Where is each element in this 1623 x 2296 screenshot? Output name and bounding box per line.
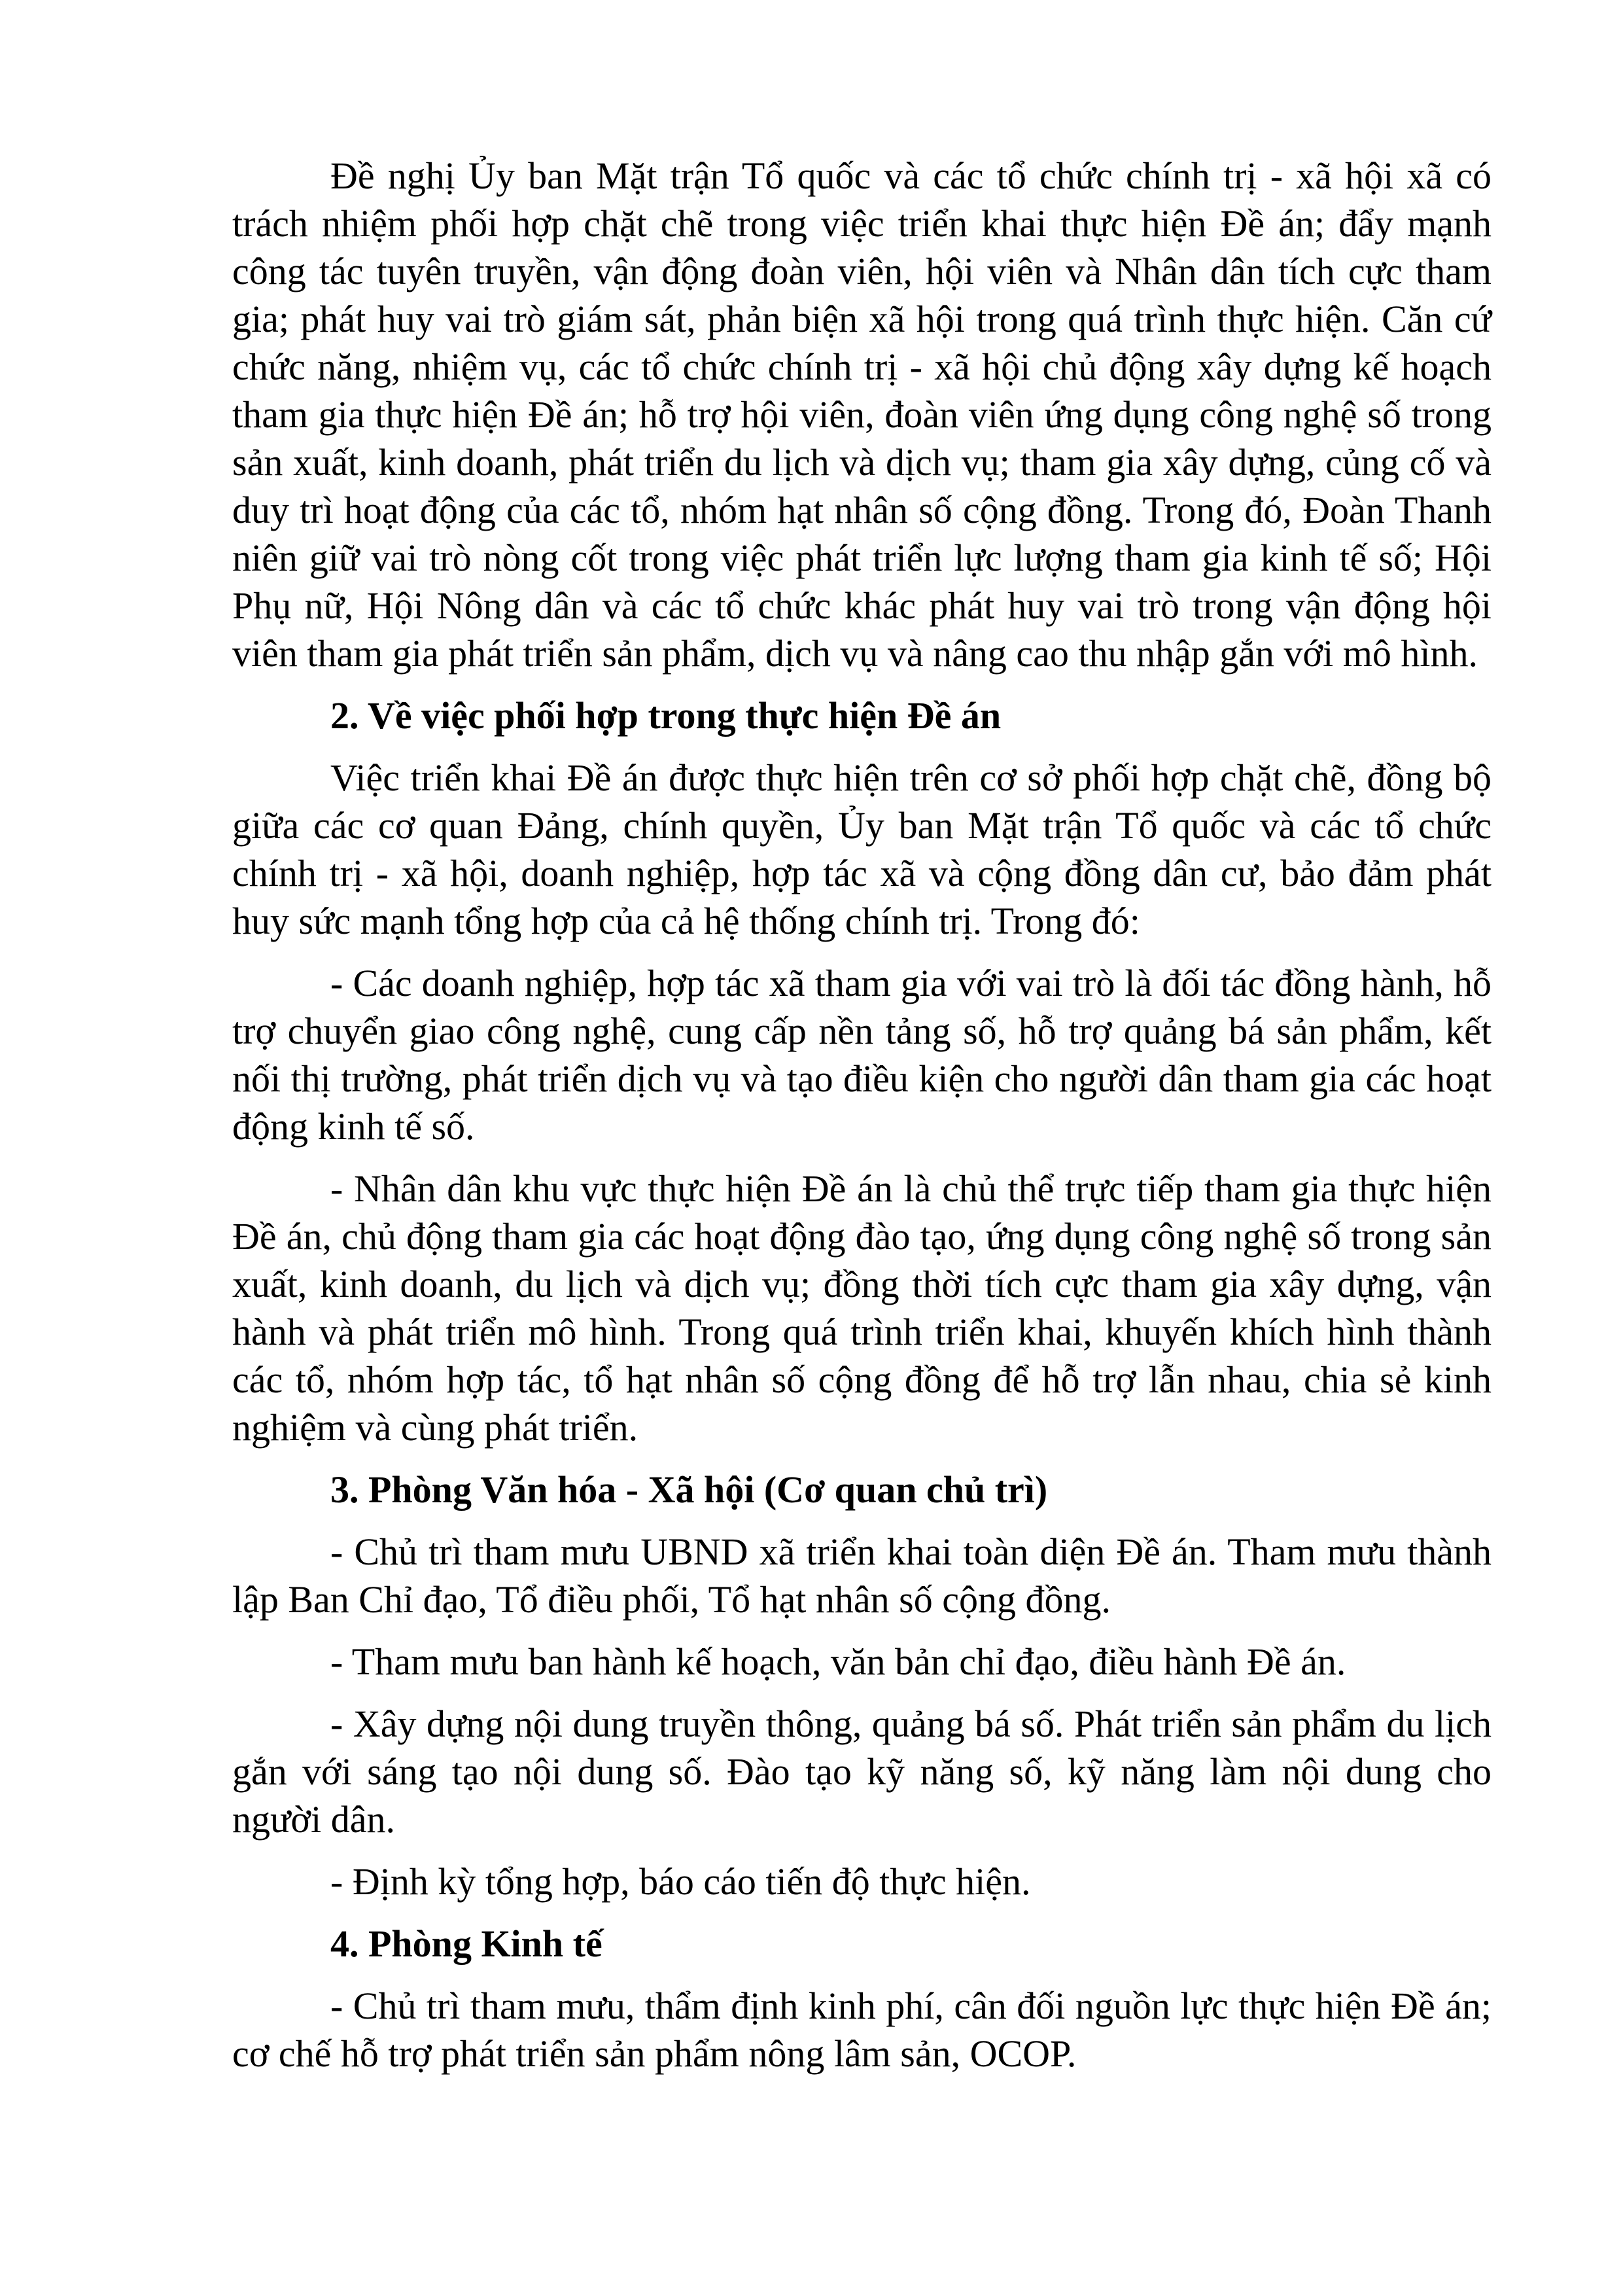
paragraph-economy-lead: - Chủ trì tham mưu, thẩm định kinh phí, cân đối nguồn lực thực hiện Đề án; cơ chế hỗ trợ phát triển sản phẩm nông lâm sản, OCOP. <box>232 1985 1492 2075</box>
paragraph-coordination-intro: Việc triển khai Đề án được thực hiện trên cơ sở phối hợp chặt chẽ, đồng bộ giữa các cơ quan Đảng, chính quyền, Ủy ban Mặt trận Tổ quốc và các tổ chức chính trị - xã hội, doanh nghiệp, hợp tác xã và cộng đồng dân cư, bảo đảm phát huy sức mạnh tổng hợp của cả hệ thống chính trị. Trong đó: <box>232 756 1492 942</box>
paragraph-culture-lead: - Chủ trì tham mưu UBND xã triển khai toàn diện Đề án. Tham mưu thành lập Ban Chỉ đạo, Tổ điều phối, Tổ hạt nhân số cộng đồng. <box>232 1530 1492 1621</box>
paragraph-culture-report: - Định kỳ tổng hợp, báo cáo tiến độ thực hiện. <box>330 1860 1031 1903</box>
paragraph-front-coordination: Đề nghị Ủy ban Mặt trận Tổ quốc và các tổ chức chính trị - xã hội xã có trách nhiệm phối hợp chặt chẽ trong việc triển khai thực hiện Đề án; đẩy mạnh công tác tuyên truyền, vận động đoàn viên, hội viên và Nhân dân tích cực tham gia; phát huy vai trò giám sát, phản biện xã hội trong quá trình thực hiện. Căn cứ chức năng, nhiệm vụ, các tổ chức chính trị - xã hội chủ động xây dựng kế hoạch tham gia thực hiện Đề án; hỗ trợ hội viên, đoàn viên ứng dụng công nghệ số trong sản xuất, kinh doanh, phát triển du lịch và dịch vụ; tham gia xây dựng, củng cố và duy trì hoạt động của các tổ, nhóm hạt nhân số cộng đồng. Trong đó, Đoàn Thanh niên giữ vai trò nòng cốt trong việc phát triển lực lượng tham gia kinh tế số; Hội Phụ nữ, Hội Nông dân và các tổ chức khác phát huy vai trò trong vận động hội viên tham gia phát triển sản phẩm, dịch vụ và nâng cao thu nhập gắn với mô hình. <box>232 154 1492 675</box>
paragraph-culture-content: - Xây dựng nội dung truyền thông, quảng bá số. Phát triển sản phẩm du lịch gắn với sáng tạo nội dung số. Đào tạo kỹ năng số, kỹ năng làm nội dung cho người dân. <box>232 1703 1492 1841</box>
heading-section-3: 3. Phòng Văn hóa - Xã hội (Cơ quan chủ trì) <box>330 1468 1048 1511</box>
heading-section-2: 2. Về việc phối hợp trong thực hiện Đề án <box>330 694 1002 737</box>
document-page <box>232 152 1492 2092</box>
paragraph-enterprises: - Các doanh nghiệp, hợp tác xã tham gia với vai trò là đối tác đồng hành, hỗ trợ chuyển giao công nghệ, cung cấp nền tảng số, hỗ trợ quảng bá sản phẩm, kết nối thị trường, phát triển dịch vụ và tạo điều kiện cho người dân tham gia các hoạt động kinh tế số. <box>232 962 1492 1148</box>
heading-section-4: 4. Phòng Kinh tế <box>330 1922 602 1965</box>
paragraph-culture-plan: - Tham mưu ban hành kế hoạch, văn bản chỉ đạo, điều hành Đề án. <box>330 1640 1346 1683</box>
paragraph-people: - Nhân dân khu vực thực hiện Đề án là chủ thể trực tiếp tham gia thực hiện Đề án, chủ động tham gia các hoạt động đào tạo, ứng dụng công nghệ số trong sản xuất, kinh doanh, du lịch và dịch vụ; đồng thời tích cực tham gia xây dựng, vận hành và phát triển mô hình. Trong quá trình triển khai, khuyến khích hình thành các tổ, nhóm hợp tác, tổ hạt nhân số cộng đồng để hỗ trợ lẫn nhau, chia sẻ kinh nghiệm và cùng phát triển. <box>232 1167 1492 1449</box>
